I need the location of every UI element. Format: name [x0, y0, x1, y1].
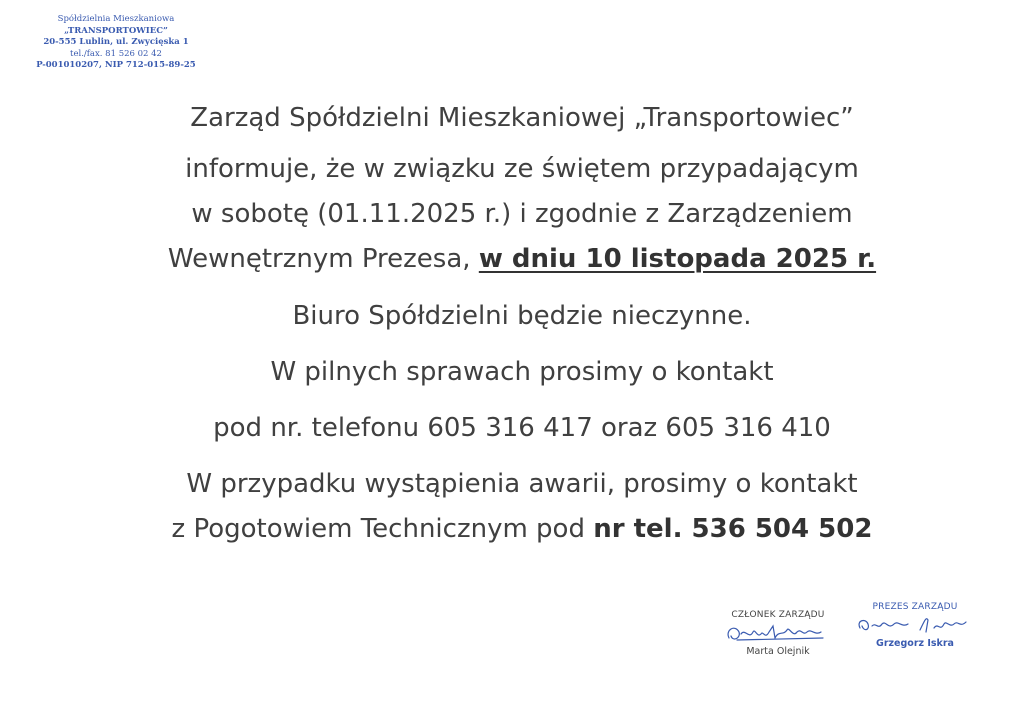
announcement-line-1: Zarząd Spółdzielni Mieszkaniowej „Transportowiec” — [190, 103, 854, 133]
stamp-line-phone: tel./fax. 81 526 02 42 — [70, 48, 162, 59]
member-signature-icon — [723, 620, 833, 646]
announcement-line-4-text: Wewnętrznym Prezesa, — [167, 244, 479, 274]
announcement-line-4 — [60, 237, 984, 282]
stamp-line-registry: P-001010207, NIP 712-015-89-25 — [36, 60, 196, 70]
announcement-line-5: Biuro Spółdzielni będzie nieczynne. — [292, 301, 752, 331]
announcement-line-8: W przypadku wystąpienia awarii, prosimy o kontakt — [186, 469, 858, 499]
announcement-line-7: pod nr. telefonu 605 316 417 oraz 605 316 410 — [213, 413, 831, 443]
stamp-line-brand: „TRANSPORTOWIEC” — [64, 25, 168, 36]
member-name: Marta Olejnik — [746, 646, 810, 657]
signature-block-president — [850, 602, 980, 649]
cooperative-stamp — [36, 14, 196, 72]
announcement-line-2: informuje, że w związku ze świętem przypadającym — [185, 154, 859, 184]
president-name: Grzegorz Iskra — [876, 638, 954, 649]
member-role: CZŁONEK ZARZĄDU — [731, 610, 825, 620]
emergency-phone: nr tel. 536 504 502 — [593, 514, 873, 544]
announcement-line-6: W pilnych sprawach prosimy o kontakt — [270, 357, 774, 387]
stamp-line-name: Spółdzielnia Mieszkaniowa — [57, 14, 175, 24]
stamp-line-address: 20-555 Lublin, ul. Zwycięska 1 — [43, 37, 189, 47]
signature-block-member — [718, 610, 838, 657]
announcement-body — [60, 95, 984, 552]
announcement-line-9-text: z Pogotowiem Technicznym pod — [171, 514, 594, 544]
president-role: PREZES ZARZĄDU — [872, 602, 958, 612]
closure-date: w dniu 10 listopada 2025 r. — [478, 244, 877, 274]
announcement-line-9 — [60, 507, 984, 552]
announcement-line-3: w sobotę (01.11.2025 r.) i zgodnie z Zarządzeniem — [191, 199, 853, 229]
president-signature-icon — [850, 612, 980, 638]
